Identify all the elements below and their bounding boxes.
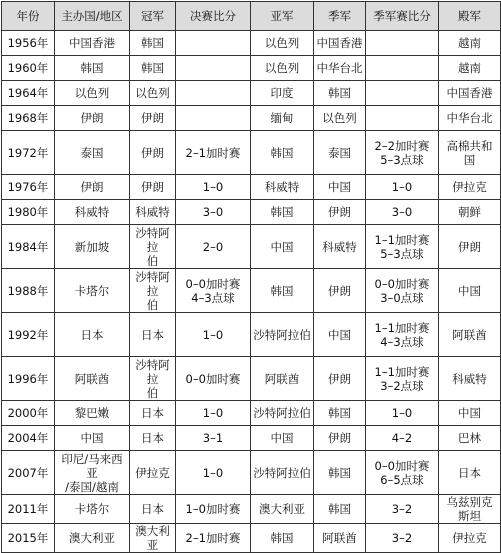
year-cell: 2011年 <box>2 495 55 524</box>
champion-cell <box>130 31 176 56</box>
cell-line: 以色列 <box>264 61 300 75</box>
cell-line: 日本 <box>141 327 164 342</box>
cell-line: 6–5点球 <box>380 472 424 487</box>
year-cell: 2007年 <box>2 451 55 495</box>
third-score-cell <box>366 401 439 426</box>
year-cell: 2004年 <box>2 426 55 451</box>
cell-line: 韩国 <box>141 61 164 75</box>
runner-up-cell <box>251 31 314 56</box>
host-cell <box>55 269 130 313</box>
cell-line: 1–1加时赛 <box>374 364 430 379</box>
third-score-cell <box>366 106 439 131</box>
fourth-cell <box>439 175 501 200</box>
third-score-cell <box>366 313 439 357</box>
table-row <box>2 175 501 200</box>
cell-line: 阿联酋 <box>264 371 300 386</box>
cell-line: 1–1加时赛 <box>374 320 430 335</box>
third-score-cell <box>366 56 439 81</box>
third-cell <box>314 81 366 106</box>
cell-line: 中国香港 <box>69 36 115 50</box>
page <box>0 1 500 552</box>
cell-line: 沙特阿拉 <box>135 357 170 386</box>
cell-line: 中华台北 <box>316 61 363 75</box>
champion-cell <box>130 313 176 357</box>
cell-line: 日本 <box>141 502 164 516</box>
cell-line: 沙特阿拉 <box>135 269 170 298</box>
cell-line: 科威特 <box>264 180 300 194</box>
table-body <box>2 31 501 553</box>
cell-line: 4–3点球 <box>380 334 424 349</box>
cell-line: 韩国 <box>270 205 294 219</box>
fourth-cell <box>439 56 501 81</box>
host-cell <box>55 106 130 131</box>
cell-line: 韩国 <box>270 531 294 545</box>
cell-line: 高棉共和国 <box>446 138 493 167</box>
third-cell <box>314 269 366 313</box>
year-cell: 1956年 <box>2 31 55 56</box>
third-cell <box>314 56 366 81</box>
champion-cell <box>130 175 176 200</box>
table-row <box>2 31 501 56</box>
table-row <box>2 313 501 357</box>
cell-line: 伯 <box>146 297 159 312</box>
cell-line: 伊拉克 <box>452 531 487 545</box>
cell-line: 韩国 <box>328 502 351 516</box>
final-score-cell <box>176 401 251 426</box>
champion-cell <box>130 225 176 269</box>
asian-cup-results-table <box>1 1 501 553</box>
cell-line: 中华台北 <box>446 111 493 125</box>
cell-line: 澳大利亚 <box>69 531 115 545</box>
cell-line: 伊朗 <box>80 111 104 125</box>
champion-cell <box>130 401 176 426</box>
col-final-score-header: 决赛比分 <box>176 2 251 31</box>
year-cell: 1988年 <box>2 269 55 313</box>
cell-line: 中国 <box>458 283 481 298</box>
fourth-cell <box>439 426 501 451</box>
cell-line: 伊朗 <box>141 111 164 125</box>
runner-up-cell <box>251 495 314 524</box>
fourth-cell <box>439 451 501 495</box>
cell-line: 1–0 <box>391 406 413 420</box>
cell-line: 2–1加时赛 <box>185 145 241 160</box>
third-score-cell <box>366 357 439 401</box>
cell-line: 阿联酋 <box>322 531 357 545</box>
cell-line: 0–0加时赛 <box>185 276 241 291</box>
fourth-cell <box>439 495 501 524</box>
third-cell <box>314 451 366 495</box>
cell-line: 伊朗 <box>328 431 351 445</box>
fourth-cell <box>439 200 501 225</box>
cell-line: 伊拉克 <box>135 465 170 480</box>
runner-up-cell <box>251 175 314 200</box>
host-cell <box>55 451 130 495</box>
champion-cell <box>130 131 176 175</box>
third-cell <box>314 495 366 524</box>
cell-line: 泰国 <box>328 145 351 160</box>
col-runner-up-header: 亚军 <box>251 2 314 31</box>
cell-line: 缅甸 <box>270 111 294 125</box>
fourth-cell <box>439 81 501 106</box>
host-cell <box>55 313 130 357</box>
cell-line: 以色列 <box>74 86 110 100</box>
table-row <box>2 451 501 495</box>
third-score-cell <box>366 269 439 313</box>
fourth-cell <box>439 401 501 426</box>
cell-line: 伊朗 <box>80 180 104 194</box>
third-score-cell <box>366 451 439 495</box>
cell-line: 以色列 <box>264 36 300 50</box>
final-score-cell <box>176 495 251 524</box>
runner-up-cell <box>251 451 314 495</box>
champion-cell <box>130 426 176 451</box>
third-cell <box>314 426 366 451</box>
final-score-cell <box>176 225 251 269</box>
cell-line: 黎巴嫩 <box>74 406 110 420</box>
third-score-cell <box>366 131 439 175</box>
cell-line: 伯 <box>146 385 159 400</box>
cell-line: 5–3点球 <box>380 246 424 261</box>
third-cell <box>314 131 366 175</box>
year-cell: 2000年 <box>2 401 55 426</box>
final-score-cell <box>176 81 251 106</box>
cell-line: 印尼/马来西亚 <box>61 451 123 480</box>
fourth-cell <box>439 131 501 175</box>
cell-line: 1–0加时赛 <box>185 502 241 516</box>
final-score-cell <box>176 313 251 357</box>
year-cell: 1984年 <box>2 225 55 269</box>
cell-line: 伊朗 <box>328 371 351 386</box>
host-cell <box>55 426 130 451</box>
final-score-cell <box>176 106 251 131</box>
cell-line: 新加坡 <box>74 239 110 254</box>
final-score-cell <box>176 524 251 553</box>
cell-line: 中国香港 <box>446 86 493 100</box>
cell-line: 0–0加时赛 <box>185 371 241 386</box>
runner-up-cell <box>251 524 314 553</box>
cell-line: 日本 <box>141 431 164 445</box>
table-row <box>2 426 501 451</box>
cell-line: 科威特 <box>452 371 487 386</box>
cell-line: 3–1 <box>202 431 224 445</box>
final-score-cell <box>176 451 251 495</box>
cell-line: 伊朗 <box>141 180 164 194</box>
final-score-cell <box>176 131 251 175</box>
runner-up-cell <box>251 200 314 225</box>
cell-line: 沙特阿拉伯 <box>253 406 311 420</box>
host-cell <box>55 524 130 553</box>
third-cell <box>314 401 366 426</box>
table-row <box>2 81 501 106</box>
host-cell <box>55 225 130 269</box>
champion-cell <box>130 269 176 313</box>
year-cell: 1968年 <box>2 106 55 131</box>
table-row <box>2 269 501 313</box>
cell-line: 科威特 <box>135 205 170 219</box>
year-cell: 1972年 <box>2 131 55 175</box>
year-cell: 1964年 <box>2 81 55 106</box>
runner-up-cell <box>251 81 314 106</box>
fourth-cell <box>439 31 501 56</box>
third-score-cell <box>366 426 439 451</box>
runner-up-cell <box>251 131 314 175</box>
cell-line: 中国 <box>80 431 104 445</box>
table-row <box>2 495 501 524</box>
cell-line: 朝鲜 <box>458 205 481 219</box>
host-cell <box>55 495 130 524</box>
cell-line: 以色列 <box>135 86 170 100</box>
champion-cell <box>130 56 176 81</box>
third-cell <box>314 31 366 56</box>
third-cell <box>314 313 366 357</box>
host-cell <box>55 401 130 426</box>
year-cell: 2015年 <box>2 524 55 553</box>
year-cell: 1960年 <box>2 56 55 81</box>
final-score-cell <box>176 31 251 56</box>
cell-line: 韩国 <box>328 465 351 480</box>
runner-up-cell <box>251 106 314 131</box>
col-host-header: 主办国/地区 <box>55 2 130 31</box>
cell-line: 伊拉克 <box>452 180 487 194</box>
table-row <box>2 225 501 269</box>
cell-line: 韩国 <box>328 406 351 420</box>
table-row <box>2 357 501 401</box>
cell-line: 卡塔尔 <box>74 502 110 516</box>
cell-line: 1–0 <box>202 327 224 342</box>
cell-line: 韩国 <box>270 145 294 160</box>
final-score-cell <box>176 426 251 451</box>
table-row <box>2 401 501 426</box>
cell-line: 4–2 <box>391 431 413 445</box>
runner-up-cell <box>251 357 314 401</box>
champion-cell <box>130 357 176 401</box>
champion-cell <box>130 81 176 106</box>
cell-line: 2–1加时赛 <box>185 531 241 545</box>
year-cell: 1976年 <box>2 175 55 200</box>
runner-up-cell <box>251 269 314 313</box>
host-cell <box>55 81 130 106</box>
year-cell: 1980年 <box>2 200 55 225</box>
fourth-cell <box>439 313 501 357</box>
cell-line: 韩国 <box>80 61 104 75</box>
table-row <box>2 131 501 175</box>
champion-cell <box>130 524 176 553</box>
third-score-cell <box>366 175 439 200</box>
host-cell <box>55 56 130 81</box>
col-champion-header: 冠军 <box>130 2 176 31</box>
champion-cell <box>130 106 176 131</box>
host-cell <box>55 131 130 175</box>
cell-line: 伊朗 <box>328 205 351 219</box>
cell-line: 沙特阿拉伯 <box>253 465 311 480</box>
cell-line: 3–2 <box>391 502 413 516</box>
year-cell: 1996年 <box>2 357 55 401</box>
cell-line: 伊朗 <box>328 283 351 298</box>
cell-line: 阿联酋 <box>74 371 110 386</box>
third-score-cell <box>366 495 439 524</box>
final-score-cell <box>176 175 251 200</box>
cell-line: 阿联酋 <box>452 327 487 342</box>
table-row <box>2 56 501 81</box>
fourth-cell <box>439 269 501 313</box>
third-score-cell <box>366 200 439 225</box>
runner-up-cell <box>251 56 314 81</box>
cell-line: 沙特阿拉 <box>135 225 170 254</box>
cell-line: 2–2加时赛 <box>374 138 430 153</box>
third-score-cell <box>366 225 439 269</box>
cell-line: 1–0 <box>391 180 413 194</box>
fourth-cell <box>439 106 501 131</box>
final-score-cell <box>176 56 251 81</box>
runner-up-cell <box>251 426 314 451</box>
cell-line: 1–0 <box>202 465 224 480</box>
cell-line: 卡塔尔 <box>74 283 110 298</box>
cell-line: 中国 <box>458 406 481 420</box>
cell-line: 澳大利亚 <box>135 524 170 552</box>
cell-line: 巴林 <box>458 431 481 445</box>
cell-line: 越南 <box>458 61 481 75</box>
cell-line: 澳大利亚 <box>259 502 305 516</box>
cell-line: 4–3点球 <box>191 290 235 305</box>
cell-line: 0–0加时赛 <box>374 458 430 473</box>
cell-line: 乌兹别克斯坦 <box>446 495 493 523</box>
cell-line: 印度 <box>270 86 294 100</box>
host-cell <box>55 31 130 56</box>
cell-line: 中国 <box>328 327 351 342</box>
third-cell <box>314 524 366 553</box>
cell-line: 伯 <box>146 253 159 268</box>
header-row <box>2 2 501 31</box>
runner-up-cell <box>251 313 314 357</box>
cell-line: 3–0 <box>391 205 413 219</box>
cell-line: 3–0 <box>202 205 224 219</box>
col-third-header: 季军 <box>314 2 366 31</box>
champion-cell <box>130 495 176 524</box>
host-cell <box>55 175 130 200</box>
host-cell <box>55 200 130 225</box>
runner-up-cell <box>251 401 314 426</box>
host-cell <box>55 357 130 401</box>
cell-line: 2–0 <box>202 239 224 254</box>
cell-line: 日本 <box>80 327 104 342</box>
cell-line: 1–0 <box>202 180 224 194</box>
third-score-cell <box>366 524 439 553</box>
third-score-cell <box>366 81 439 106</box>
cell-line: 3–2 <box>391 531 413 545</box>
cell-line: 1–0 <box>202 406 224 420</box>
cell-line: 韩国 <box>270 283 294 298</box>
champion-cell <box>130 200 176 225</box>
cell-line: 日本 <box>141 406 164 420</box>
cell-line: 伊朗 <box>458 239 481 254</box>
cell-line: 科威特 <box>322 239 357 254</box>
cell-line: 5–3点球 <box>380 152 424 167</box>
col-fourth-header: 殿军 <box>439 2 501 31</box>
fourth-cell <box>439 524 501 553</box>
col-year-header: 年份 <box>2 2 55 31</box>
cell-line: 韩国 <box>328 86 351 100</box>
final-score-cell <box>176 269 251 313</box>
cell-line: 中国 <box>270 431 294 445</box>
champion-cell <box>130 451 176 495</box>
cell-line: 沙特阿拉伯 <box>253 327 311 342</box>
fourth-cell <box>439 357 501 401</box>
cell-line: 日本 <box>458 465 481 480</box>
third-score-cell <box>366 31 439 56</box>
cell-line: 以色列 <box>322 111 357 125</box>
col-third-score-header: 季军赛比分 <box>366 2 439 31</box>
third-cell <box>314 357 366 401</box>
cell-line: 0–0加时赛 <box>374 276 430 291</box>
cell-line: 3–2点球 <box>380 378 424 393</box>
third-cell <box>314 225 366 269</box>
fourth-cell <box>439 225 501 269</box>
cell-line: 中国 <box>270 239 294 254</box>
final-score-cell <box>176 357 251 401</box>
table-row <box>2 200 501 225</box>
cell-line: 1–1加时赛 <box>374 232 430 247</box>
cell-line: 泰国 <box>80 145 104 160</box>
table-row <box>2 106 501 131</box>
runner-up-cell <box>251 225 314 269</box>
cell-line: 科威特 <box>74 205 110 219</box>
year-cell: 1992年 <box>2 313 55 357</box>
third-cell <box>314 200 366 225</box>
third-cell <box>314 175 366 200</box>
cell-line: 3–0点球 <box>380 290 424 305</box>
cell-line: 中国香港 <box>316 36 363 50</box>
third-cell <box>314 106 366 131</box>
cell-line: 中国 <box>328 180 351 194</box>
cell-line: 韩国 <box>141 36 164 50</box>
cell-line: 伊朗 <box>141 145 164 160</box>
cell-line: /泰国/越南 <box>65 479 119 494</box>
table-row <box>2 524 501 553</box>
cell-line: 越南 <box>458 36 481 50</box>
final-score-cell <box>176 200 251 225</box>
